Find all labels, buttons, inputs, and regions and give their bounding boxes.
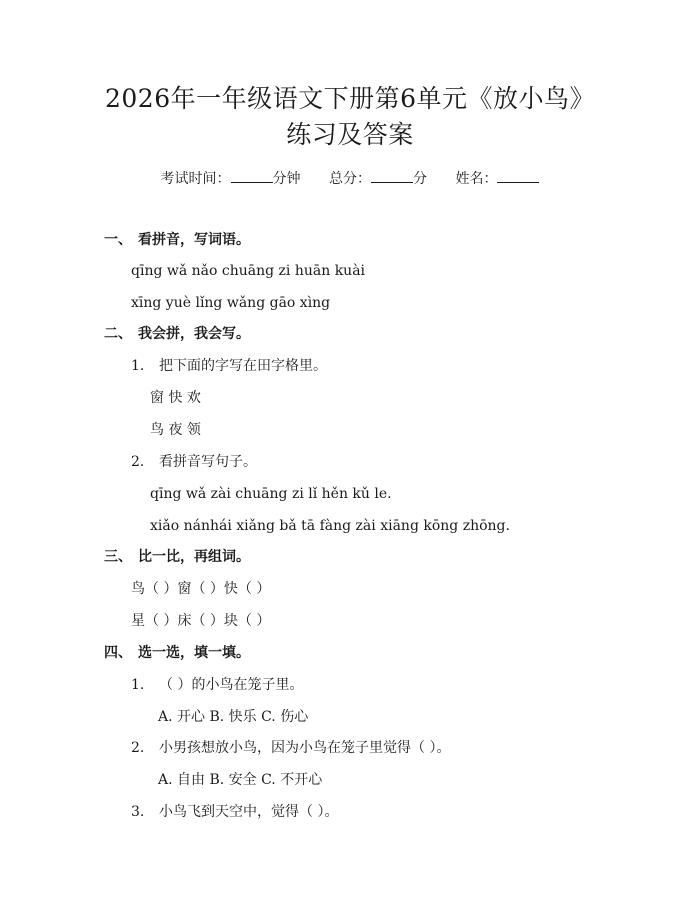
document-title-line2: 练习及答案 — [286, 120, 414, 149]
answer-options: A. 自由 B. 安全 C. 不开心 — [158, 772, 323, 788]
answer-options: A. 开心 B. 快乐 C. 伤心 — [158, 709, 309, 725]
question-number: 1. — [131, 358, 145, 374]
question-text: （ ）的小鸟在笼子里。 — [159, 677, 304, 693]
total-score-unit: 分 — [413, 171, 427, 187]
section-title: 比一比，再组词。 — [138, 549, 250, 565]
word-group-line: 鸟（ ）窗（ ）快（ ） — [131, 581, 271, 597]
pinyin-line: xīng yuè lǐng wǎng gāo xìng — [131, 295, 331, 311]
question-item — [131, 678, 303, 692]
word-group-line: 星（ ）床（ ）块（ ） — [131, 613, 271, 629]
name-field — [455, 170, 539, 186]
total-score-field — [329, 170, 427, 186]
name-label: 姓名： — [455, 171, 498, 187]
pinyin-sentence: qīng wǎ zài chuāng zi lǐ hěn kǔ le. — [150, 486, 392, 502]
section-heading-3 — [104, 550, 250, 564]
question-number: 2. — [131, 740, 145, 756]
section-number: 三、 — [104, 549, 132, 565]
exam-time-blank[interactable] — [231, 170, 273, 183]
question-item — [131, 455, 257, 469]
section-number: 二、 — [104, 326, 132, 342]
section-title: 选一选，填一填。 — [138, 645, 250, 661]
question-item — [131, 741, 450, 755]
document-title-line1: 2026年一年级语文下册第6单元《放小鸟》 — [104, 84, 596, 113]
exam-time-field — [161, 170, 301, 186]
section-heading-4 — [104, 646, 250, 660]
section-title: 看拼音，写词语。 — [138, 232, 250, 248]
question-text: 小男孩想放小鸟，因为小鸟在笼子里觉得（ ）。 — [159, 740, 451, 756]
section-title: 我会拼，我会写。 — [138, 326, 250, 342]
exam-time-label: 考试时间： — [160, 171, 231, 187]
section-number: 四、 — [104, 645, 132, 661]
exam-time-unit: 分钟 — [272, 171, 301, 187]
total-score-label: 总分： — [329, 171, 371, 187]
question-item — [131, 359, 327, 373]
question-item — [131, 805, 338, 819]
pinyin-line: qīng wǎ nǎo chuāng zi huān kuài — [131, 263, 366, 279]
pinyin-sentence: xiǎo nánhái xiǎng bǎ tā fàng zài xiāng kōng zhōng. — [150, 518, 510, 534]
question-number: 3. — [131, 804, 145, 820]
section-heading-2 — [104, 327, 250, 341]
question-number: 1. — [131, 677, 145, 693]
exam-info-row — [0, 170, 700, 186]
question-text: 小鸟飞到天空中，觉得（ ）。 — [159, 804, 339, 820]
section-heading-1 — [104, 233, 250, 247]
section-number: 一、 — [104, 232, 132, 248]
question-text: 把下面的字写在田字格里。 — [159, 358, 327, 374]
name-blank[interactable] — [497, 170, 539, 183]
question-text: 看拼音写句子。 — [159, 454, 257, 470]
question-number: 2. — [131, 454, 145, 470]
character-line: 鸟 夜 领 — [150, 422, 201, 438]
character-line: 窗 快 欢 — [150, 390, 201, 406]
total-score-blank[interactable] — [371, 170, 413, 183]
